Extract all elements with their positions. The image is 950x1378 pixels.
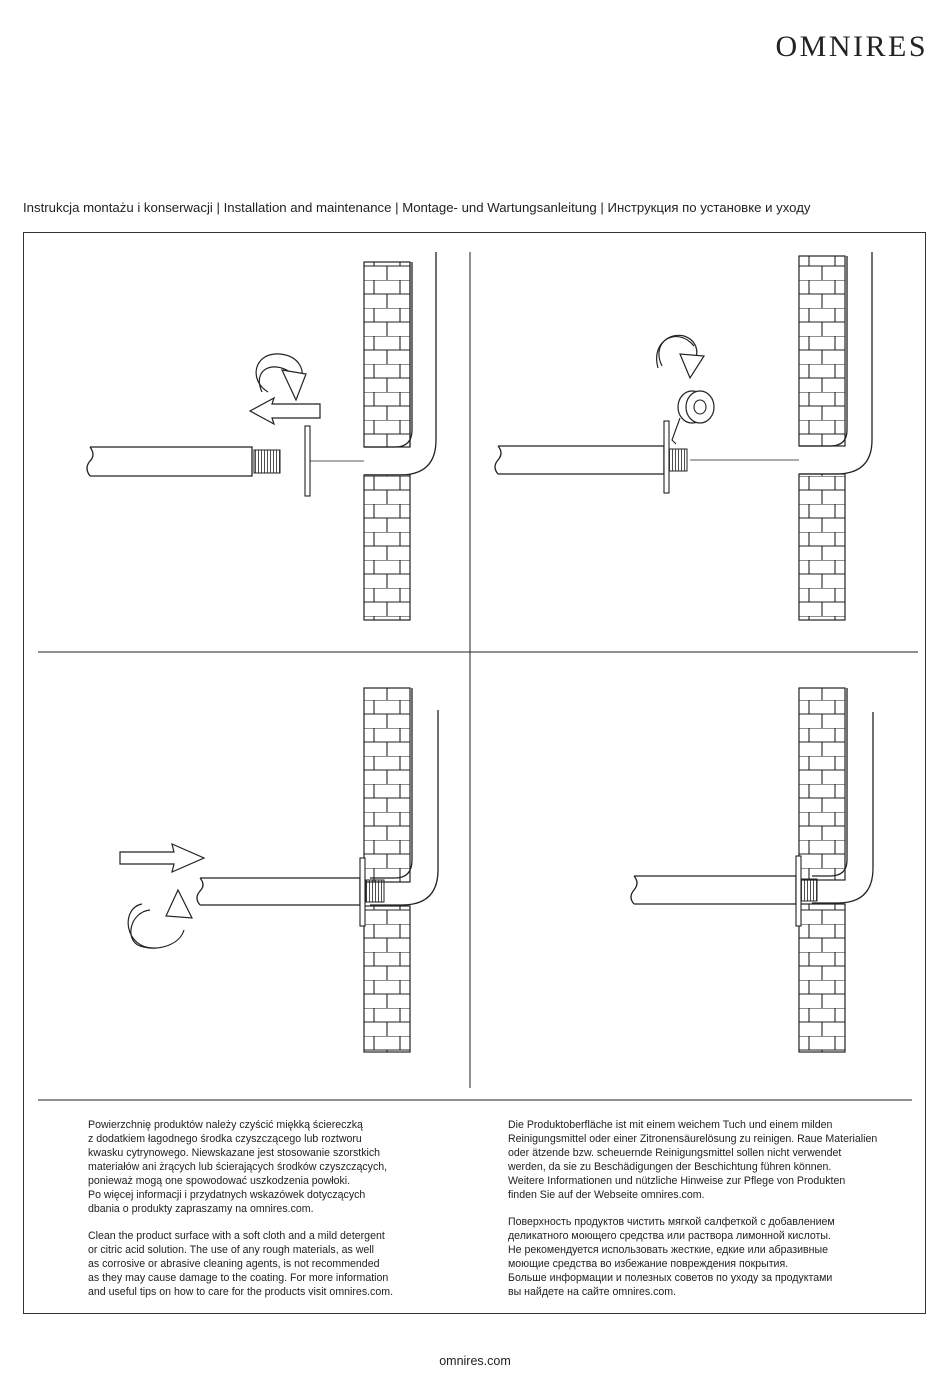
footer-website-link[interactable]: omnires.com	[439, 1354, 511, 1368]
step-2-illustration	[495, 252, 872, 620]
step-1-illustration	[87, 252, 436, 620]
brand-logo: OMNIRES	[775, 30, 928, 63]
document-title: Instrukcja montażu i konserwacji | Installation and maintenance | Montage- und Wartungsanleitung | Инструкция по установке и уходу	[23, 200, 811, 215]
maintenance-text-de: Die Produktoberfläche ist mit einem weichem Tuch und einem milden Reinigungsmittel oder einer Zitronensäurelösung zu reinigen. Raue Materialien oder ätzende bzw. scheuernde Reinigungsmittel sollen nicht verwendet werden, da sie zu Beschädigungen der Beschichtung führen können. Weitere Informationen und nützliche Hinweise zur Pflege von Produkten finden Sie auf der Webseite omnires.com.	[508, 1119, 878, 1201]
maintenance-text-pl: Powierzchnię produktów należy czyścić miękką ściereczką z dodatkiem łagodnego środka czyszczącego lub roztworu kwasku cytrynowego. Niewskazane jest stosowanie szorstkich materiałów ani żrących lub ścierających środków czyszczących, ponieważ mogą one spowodować uszkodzenia powłoki. Po więcej informacji i przydatnych wskazówek dotyczących dbania o produkty zapraszamy na omnires.com.	[88, 1119, 388, 1215]
maintenance-text-en: Clean the product surface with a soft cloth and a mild detergent or citric acid solution. The use of any rough materials, as well as corrosive or abrasive cleaning agents, is not recommended as they may cause damage to the coating. For more information and useful tips on how to care for the products visit omnires.com.	[88, 1230, 394, 1298]
step-3-illustration	[120, 688, 438, 1052]
step-4-illustration	[631, 688, 873, 1052]
maintenance-text-ru: Поверхность продуктов чистить мягкой салфеткой с добавлением деликатного моющего средства или раствора лимонной кислоты. Не рекомендуется использовать жесткие, едкие или абразивные моющие средства во избежание повреждения покрытия. Больше информации и полезных советов по уходу за продуктами вы найдете на сайте omnires.com.	[508, 1216, 835, 1298]
